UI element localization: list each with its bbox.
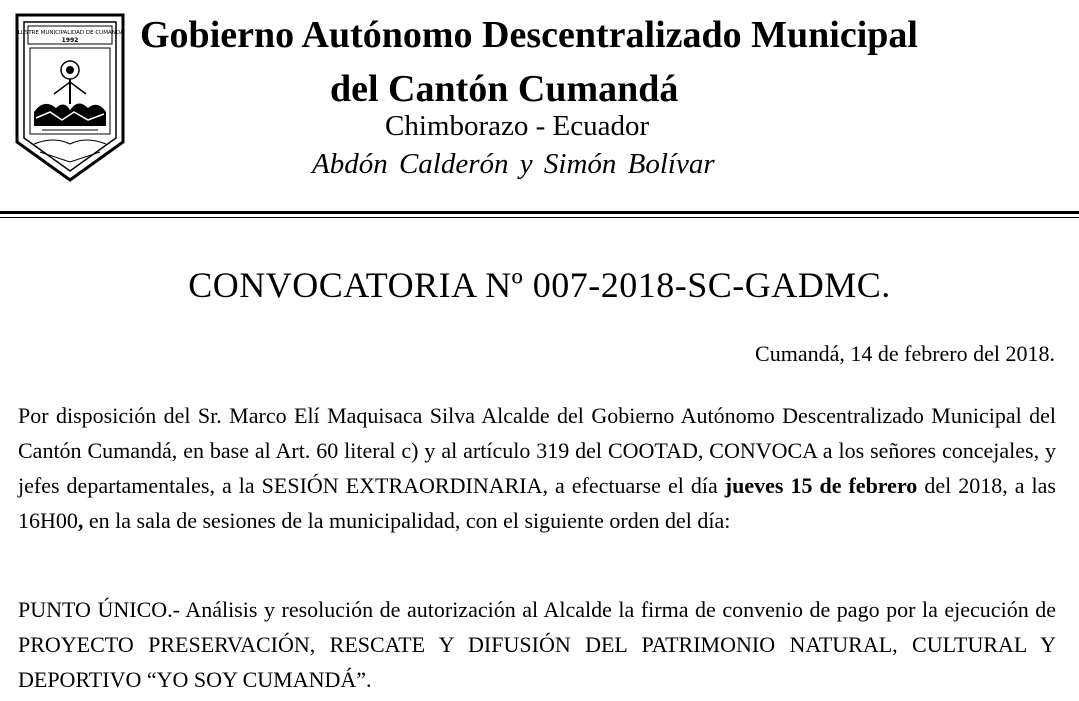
session-date-emphasis: jueves 15 de febrero xyxy=(724,473,918,498)
seal-year: 1992 xyxy=(61,37,79,44)
address-label: Abdón Calderón y Simón Bolívar xyxy=(312,148,715,180)
municipal-coat-of-arms-icon xyxy=(14,12,126,184)
institution-name-line1: Gobierno Autónomo Descentralizado Municipal xyxy=(140,14,918,56)
institution-name xyxy=(140,14,1040,110)
convocation-text-3: en la sala de sesiones de la municipalidad, con el siguiente orden del día: xyxy=(83,508,731,533)
convocation-text-1: Por disposición del Sr. Marco Elí Maquisaca Silva Alcalde del Gobierno Autónomo Descentralizado Municipal del Cantón Cumandá, en base al Art. 60 literal c) y al artículo 319 del COOTAD, CONVOCA a los señores concejales, y jefes departamentales, a la SESIÓN EXTRAORDINARIA, a efectuarse el día xyxy=(18,403,1056,498)
document-title: CONVOCATORIA Nº 007-2018-SC-GADMC. xyxy=(188,265,891,305)
convocation-comma: , xyxy=(77,508,84,533)
header-divider xyxy=(0,211,1079,214)
convocation-text-2: del 2018, a las 16H00 xyxy=(18,473,1056,533)
institution-name-line2: del Cantón Cumandá xyxy=(330,68,679,110)
agenda-item-paragraph: PUNTO ÚNICO.- Análisis y resolución de autorización al Alcalde la firma de convenio de pago por la ejecución de PROYECTO PRESERVACIÓN, RESCATE Y DIFUSIÓN DEL PATRIMONIO NATURAL, CULTURAL Y DEPORTIVO “YO SOY CUMANDÁ”. xyxy=(18,597,1056,692)
header-divider-thin xyxy=(0,217,1079,218)
convocation-paragraph xyxy=(18,398,1056,538)
document-date: Cumandá, 14 de febrero del 2018. xyxy=(755,341,1055,366)
seal-banner-text: ILUSTRE MUNICIPALIDAD DE CUMANDÁ xyxy=(16,30,124,36)
region-label: Chimborazo - Ecuador xyxy=(385,110,650,142)
